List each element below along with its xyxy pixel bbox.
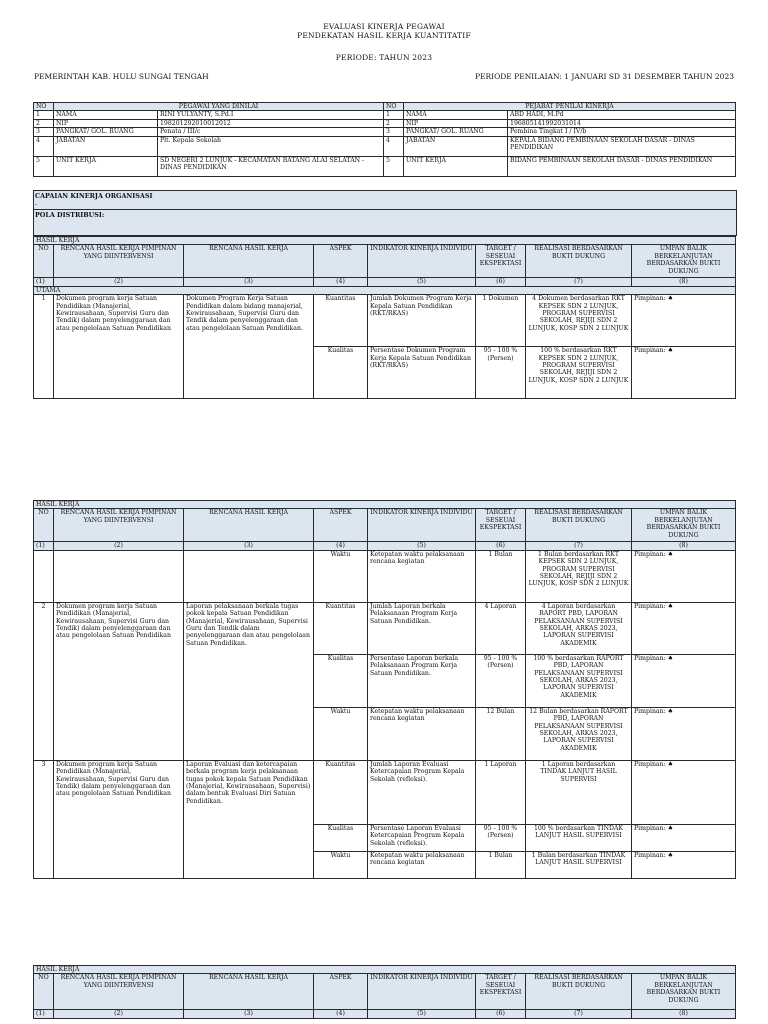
work-plan: Dokumen Program Kerja Satuan Pendidikan dalam bidang manajerial, Kewirausahaan, Supervisi Guru dan Tendik dalam penyelenggaraan dan atau pengelolaan Satuan Pendidikan. [184,295,314,399]
assessed-name: RINI YULYANTY, S.Pd.I [158,111,384,119]
no-header: NO [384,103,404,111]
row-no: 1 [384,111,404,119]
col-header: TARGET / SESEUAI EKSPEKTASI [476,974,526,1010]
row-label: NIP [404,119,508,127]
aspect: Waktu [314,550,368,602]
col-header: REALISASI BERDASARKAN BUKTI DUKUNG [526,245,632,278]
col-header: NO [34,509,54,542]
row-label: UNIT KERJA [404,156,508,176]
aspect: Waktu [314,851,368,878]
col-number: (5) [368,278,476,286]
doc-title: EVALUASI KINERJA PEGAWAI [323,22,445,31]
col-number: (1) [34,542,54,550]
table-row [34,602,736,654]
col-number: (3) [184,1010,314,1018]
indicator: Ketepatan waktu pelaksanaan rencana kegiatan [368,550,476,602]
pola-label: POLA DISTRIBUSI: [35,211,105,219]
target: 1 Dokumen [476,295,526,347]
col-number: (5) [368,1010,476,1018]
col-header: ASPEK [314,245,368,278]
section-title: HASIL KERJA [34,237,736,245]
results-table-2 [33,500,736,879]
indicator: Jumlah Dokumen Program Kerja Kepala Satuan Pendidikan (RKT/RKAS) [368,295,476,347]
col-number: (2) [54,542,184,550]
row-no: 4 [384,136,404,156]
work-plan: Laporan pelaksanaan berkala tugas pokok kepala Satuan Pendidikan (Manajerial, Kewirausahaan, Supervisi Guru dan Tendik dalam penyelenggaraan dan atau pengelolaan Satuan Pendidikan. [184,602,314,760]
assessed-rank: Penata / III/c [158,128,384,136]
table-row [34,550,736,602]
capaian-value: - [35,200,38,208]
col-number: (7) [526,278,632,286]
col-header: INDIKATOR KINERJA INDIVIDU [368,974,476,1010]
col-number: (2) [54,278,184,286]
aspect: Kualitas [314,347,368,399]
assessed-position: Plt. Kepala Sekolah [158,136,384,156]
target: 95 - 100 % (Persen) [476,347,526,399]
row-label: PANGKAT/ GOL. RUANG [404,128,508,136]
section-title: HASIL KERJA [34,501,736,509]
col-header: RENCANA HASIL KERJA [184,245,314,278]
col-header: TARGET / SESEUAI EKSPEKTASI [476,509,526,542]
feedback: Pimpinan: ♠ [632,707,736,760]
feedback: Pimpinan: ♠ [632,760,736,824]
target: 95 - 100 % (Persen) [476,654,526,707]
table-row [34,295,736,347]
row-no: 3 [384,128,404,136]
col-number: (3) [184,542,314,550]
col-number: (5) [368,542,476,550]
assessor-position: KEPALA BIDANG PEMBINAAN SEKOLAH DASAR - DINAS PENDIDIKAN [508,136,736,156]
row-label: JABATAN [404,136,508,156]
realization: 1 Bulan berdasarkan RKT KEPSEK SDN 2 LUNJUK, PROGRAM SUPERVISI SEKOLAH, REJIJI SDN 2 LUNJUK, KOSP SDN 2 LUNJUK [526,550,632,602]
item-no: 3 [34,760,54,878]
col-header: UMPAN BALIK BERKELANJUTAN BERDASARKAN BUKTI DUKUNG [632,974,736,1010]
realization: 100 % berdasarkan RAPORT PBD, LAPORAN PELAKSANAAN SUPERVISI SEKOLAH, ARKAS 2023, LAPORAN SUPERVISI AKADEMIK [526,654,632,707]
utama-label: UTAMA [34,286,736,294]
no-header: NO [34,103,54,111]
col-number: (4) [314,278,368,286]
col-header: RENCANA HASIL KERJA PIMPINAN YANG DIINTERVENSI [54,245,184,278]
col-header: RENCANA HASIL KERJA PIMPINAN YANG DIINTERVENSI [54,509,184,542]
indicator: Jumlah Laporan berkala Pelaksanaan Program Kerja Satuan Pendidikan. [368,602,476,654]
realization: 12 Bulan berdasarkan RAPORT PBD, LAPORAN PELAKSANAAN SUPERVISI SEKOLAH, ARKAS 2023, LAPORAN SUPERVISI AKADEMIK [526,707,632,760]
capaian-section [33,190,737,210]
target: 95 - 100 % (Persen) [476,824,526,851]
aspect: Kuantitas [314,602,368,654]
col-header: ASPEK [314,974,368,1010]
row-label: NIP [54,119,158,127]
col-number: (6) [476,1010,526,1018]
leader-plan: Dokumen program kerja Satuan Pendidikan (Manajerial, Kewirausahaan, Supervisi Guru dan Tendik) dalam penyelenggaraan dan atau pengelolaan Satuan Pendidikan [54,295,184,399]
indicator: Ketepatan waktu pelaksanaan rencana kegiatan [368,851,476,878]
col-header: UMPAN BALIK BERKELANJUTAN BERDASARKAN BUKTI DUKUNG [632,245,736,278]
col-number: (2) [54,1010,184,1018]
col-header: TARGET / SESEUAI EKSPEKTASI [476,245,526,278]
target: 1 Bulan [476,550,526,602]
aspect: Waktu [314,707,368,760]
col-header: ASPEK [314,509,368,542]
feedback: Pimpinan: ♠ [632,602,736,654]
feedback: Pimpinan: ♠ [632,824,736,851]
item-no: 1 [34,295,54,399]
row-no: 5 [384,156,404,176]
target: 1 Laporan [476,760,526,824]
doc-subtitle: PENDEKATAN HASIL KERJA KUANTITATIF [297,31,471,40]
feedback: Pimpinan: ♠ [632,295,736,347]
assessed-nip: 198201292010012012 [158,119,384,127]
row-label: NAMA [54,111,158,119]
col-header: REALISASI BERDASARKAN BUKTI DUKUNG [526,974,632,1010]
aspect: Kualitas [314,824,368,851]
work-plan [184,550,314,602]
realization: 100 % berdasarkan TINDAK LANJUT HASIL SUPERVISI [526,824,632,851]
aspect: Kualitas [314,654,368,707]
realization: 1 Bulan berdasarkan TINDAK LANJUT HASIL SUPERVISI [526,851,632,878]
org-name: PEMERINTAH KAB. HULU SUNGAI TENGAH [34,72,209,81]
row-label: NAMA [404,111,508,119]
identity-table [33,102,736,177]
col-number: (8) [632,1010,736,1018]
assessor-header: PEJABAT PENILAI KINERJA [404,103,736,111]
target: 4 Laporan [476,602,526,654]
row-label: JABATAN [54,136,158,156]
capaian-label: CAPAIAN KINERJA ORGANISASI [35,192,153,200]
assessor-nip: 196805141992031014 [508,119,736,127]
work-plan: Laporan Evaluasi dan ketercapaian berkala program kerja pelaksanaan tugas pokok kepala Satuan Pendidikan (Manajerial, Kewirausahaan, Supervisi) dalam bentuk Evaluasi Diri Satuan Pendidikan. [184,760,314,878]
assessor-unit: BIDANG PEMBINAAN SEKOLAH DASAR - DINAS PENDIDIKAN [508,156,736,176]
col-number: (7) [526,1010,632,1018]
row-no: 1 [34,111,54,119]
col-header: REALISASI BERDASARKAN BUKTI DUKUNG [526,509,632,542]
col-number: (1) [34,1010,54,1018]
row-label: PANGKAT/ GOL. RUANG [54,128,158,136]
col-header: INDIKATOR KINERJA INDIVIDU [368,245,476,278]
col-header: RENCANA HASIL KERJA [184,974,314,1010]
realization: 4 Dokumen berdasarkan RKT KEPSEK SDN 2 LUNJUK, PROGRAM SUPERVISI SEKOLAH, REJIJI SDN 2 LUNJUK, KOSP SDN 2 LUNJUK [526,295,632,347]
row-label: UNIT KERJA [54,156,158,176]
row-no: 2 [34,119,54,127]
doc-period: PERIODE: TAHUN 2023 [335,53,433,62]
row-no: 4 [34,136,54,156]
results-table-3 [33,965,736,1019]
item-no [34,550,54,602]
col-number: (7) [526,542,632,550]
col-header: RENCANA HASIL KERJA [184,509,314,542]
row-no: 3 [34,128,54,136]
table-row [34,760,736,824]
col-number: (8) [632,278,736,286]
indicator: Jumlah Laporan Evaluasi Ketercapaian Program Kepala Sekolah (refleksi). [368,760,476,824]
col-number: (4) [314,1010,368,1018]
assessor-rank: Pembina Tingkat I / IV/b [508,128,736,136]
item-no: 2 [34,602,54,760]
assessed-unit: SD NEGERI 2 LUNJUK - KECAMATAN BATANG ALAI SELATAN - DINAS PENDIDIKAN [158,156,384,176]
feedback: Pimpinan: ♠ [632,654,736,707]
assessed-header: PEGAWAI YANG DINILAI [54,103,384,111]
row-no: 5 [34,156,54,176]
col-number: (8) [632,542,736,550]
col-header: UMPAN BALIK BERKELANJUTAN BERDASARKAN BUKTI DUKUNG [632,509,736,542]
indicator: Persentase Dokumen Program Kerja Kepala Satuan Pendidikan (RKT/RKAS) [368,347,476,399]
leader-plan: Dokumen program kerja Satuan Pendidikan (Manajerial, Kewirausahaan, Supervisi Guru dan Tendik) dalam penyelenggaraan dan atau pengelolaan Satuan Pendidikan [54,760,184,878]
col-header: RENCANA HASIL KERJA PIMPINAN YANG DIINTERVENSI [54,974,184,1010]
indicator: Ketepatan waktu pelaksanaan rencana kegiatan [368,707,476,760]
col-number: (3) [184,278,314,286]
feedback: Pimpinan: ♠ [632,851,736,878]
target: 12 Bulan [476,707,526,760]
aspect: Kuantitas [314,295,368,347]
col-header: NO [34,245,54,278]
col-number: (4) [314,542,368,550]
realization: 4 Laporan berdasarkan RAPORT PBD, LAPORAN PELAKSANAAN SUPERVISI SEKOLAH, ARKAS 2023, LAPORAN SUPERVISI AKADEMIK [526,602,632,654]
feedback: Pimpinan: ♠ [632,550,736,602]
results-table-1 [33,236,736,399]
realization: 1 Laporan berdasarkan TINDAK LANJUT HASIL SUPERVISI [526,760,632,824]
assessor-name: ABD HADI, M.Pd [508,111,736,119]
feedback: Pimpinan: ♠ [632,347,736,399]
target: 1 Bulan [476,851,526,878]
col-number: (6) [476,278,526,286]
section-title: HASIL KERJA [34,966,736,974]
leader-plan: Dokumen program kerja Satuan Pendidikan (Manajerial, Kewirausahaan, Supervisi Guru dan Tendik) dalam penyelenggaraan dan atau pengelolaan Satuan Pendidikan [54,602,184,760]
row-no: 2 [384,119,404,127]
col-header: NO [34,974,54,1010]
col-number: (1) [34,278,54,286]
col-number: (6) [476,542,526,550]
col-header: INDIKATOR KINERJA INDIVIDU [368,509,476,542]
leader-plan [54,550,184,602]
realization: 100 % berdasarkan RKT KEPSEK SDN 2 LUNJUK, PROGRAM SUPERVISI SEKOLAH, REJIJI SDN 2 LUNJUK, KOSP SDN 2 LUNJUK [526,347,632,399]
aspect: Kuantitas [314,760,368,824]
indicator: Persentase Laporan Evaluasi Ketercapaian Program Kepala Sekolah (refleksi). [368,824,476,851]
indicator: Persentase Laporan berkala Pelaksanaan Program Kerja Satuan Pendidikan. [368,654,476,707]
pola-section [33,209,737,236]
assessment-period: PERIODE PENILAIAN: 1 JANUARI SD 31 DESEMBER TAHUN 2023 [475,72,734,81]
